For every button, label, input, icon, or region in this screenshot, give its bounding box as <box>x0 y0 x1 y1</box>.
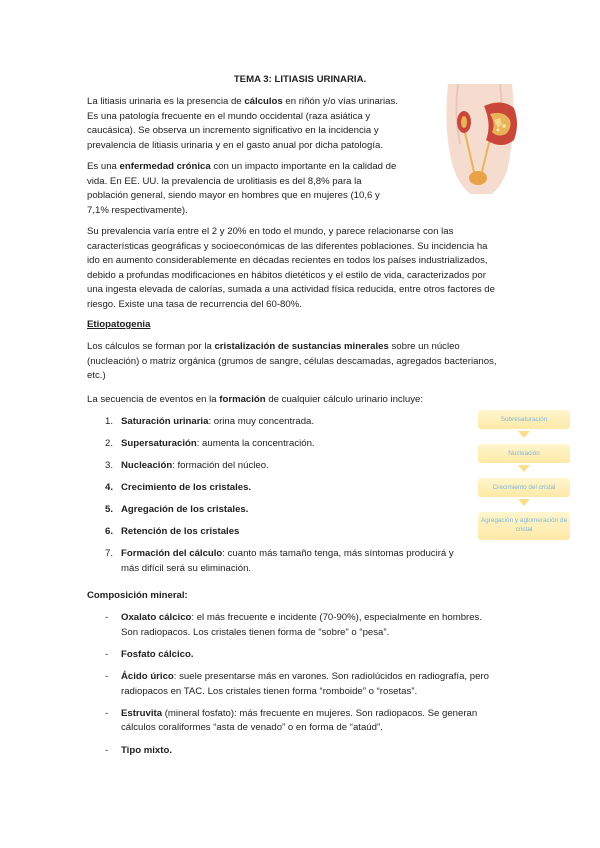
text-span: Son radiopacos. Los cristales tienen forma de “sobre” o “pesa”. <box>121 626 390 638</box>
text-span: La litiasis urinaria es la presencia de <box>87 96 245 107</box>
text-span: Es una <box>87 161 120 172</box>
bold-term: Agregación de los cristales. <box>121 503 249 515</box>
text-span: : cuanto más tamaño tenga, más síntomas producirá y <box>222 547 454 559</box>
list-item <box>87 503 517 518</box>
intro-paragraph-1 <box>87 95 427 153</box>
text-span: radiopacos en TAC. Los cristales tienen forma “romboide” o “rosetas”. <box>121 685 418 697</box>
list-number: 6. <box>105 525 114 537</box>
text-span: La secuencia de eventos en la <box>87 394 220 405</box>
text-span: sobre un núcleo <box>388 341 460 352</box>
list-dash: - <box>105 744 109 756</box>
text-span: con un impacto importante en la calidad de <box>210 161 397 172</box>
text-span: (mineral fosfato): más frecuente en mujeres. Son radiopacos. Se generan <box>162 707 478 719</box>
list-item <box>87 415 517 430</box>
flow-box: Nucleación <box>478 444 570 463</box>
list-item <box>87 459 517 474</box>
bold-term: Fosfato cálcico. <box>121 648 194 660</box>
text-span: : suele presentarse más en varones. Son radiolúcidos en radiografía, pero <box>173 670 489 682</box>
list-number: 3. <box>105 459 114 471</box>
list-dash: - <box>105 612 109 623</box>
bold-term: cálculos <box>244 96 283 107</box>
text-span: : formación del núcleo. <box>172 459 269 471</box>
section-heading-composicion: Composición mineral: <box>87 590 188 601</box>
bold-term: Tipo mixto. <box>121 744 172 756</box>
text-line: etc.) <box>87 370 106 382</box>
bold-term: Retención de los cristales <box>121 525 240 537</box>
arrow-down-icon <box>518 431 530 438</box>
list-item <box>87 648 527 663</box>
bold-term: enfermedad crónica <box>119 161 211 172</box>
bold-term: Nucleación <box>121 459 173 471</box>
text-line: Su prevalencia varía entre el 2 y 20% en todo el mundo, y parece relacionarse con las <box>87 226 454 237</box>
mineral-composition-list <box>87 611 527 766</box>
text-line: caucásica). Se observa un incremento significativo en la incidencia y <box>87 125 379 137</box>
bold-term: Ácido úrico <box>121 670 174 682</box>
formation-steps-list <box>87 415 517 583</box>
text-span: Los cálculos se forman por la <box>87 341 215 352</box>
text-span: de cualquier cálculo urinario incluye: <box>265 394 423 405</box>
list-dash: - <box>105 707 109 719</box>
list-item <box>87 707 527 736</box>
bold-term: cristalización de sustancias minerales <box>214 341 389 352</box>
text-span: cálculos coraliformes “asta de venado” o en forma de “ataúd”. <box>121 722 383 734</box>
text-line: características geográficas y socioeconómicas de las diferentes poblaciones. Su incidencia ha <box>87 240 488 252</box>
flow-box: Sobresaturación <box>478 410 570 429</box>
list-item <box>87 547 517 576</box>
bold-term: Oxalato cálcico <box>121 612 192 623</box>
bold-term: Formación del cálculo <box>121 547 223 559</box>
text-span: : aumenta la concentración. <box>196 437 315 449</box>
text-span: en riñón y/o vías urinarias. <box>282 96 398 107</box>
list-number: 2. <box>105 437 114 449</box>
text-line: población general, siendo mayor en hombres que en mujeres (10,6 y <box>87 190 380 202</box>
list-number: 1. <box>105 416 114 427</box>
list-item <box>87 525 517 540</box>
text-line: debido a profundas modificaciones en hábitos dietéticos y el estilo de vida, caracterizados por <box>87 269 486 281</box>
list-number: 5. <box>105 503 114 515</box>
text-line: una ingesta elevada de calorías, sumada a una actividad física reducida, entre otros factores de <box>87 284 495 296</box>
arrow-down-icon <box>518 499 530 506</box>
arrow-down-icon <box>518 465 530 472</box>
bold-term: Saturación urinaria <box>121 416 209 427</box>
bold-term: formación <box>219 394 266 405</box>
text-span: : orina muy concentrada. <box>208 416 315 427</box>
etiopatogenia-paragraph-2 <box>87 393 527 408</box>
list-item <box>87 670 527 699</box>
text-line: ido en aumento considerablemente en décadas recientes en todos los países industrializados, <box>87 255 488 267</box>
flow-box: Agregación y aglomeración de cristal <box>478 512 570 540</box>
list-item <box>87 611 527 640</box>
urinary-tract-illustration <box>440 84 518 196</box>
text-line: 7,1% respectivamente). <box>87 204 188 216</box>
list-item <box>87 481 517 496</box>
intro-paragraph-3 <box>87 225 527 313</box>
list-item <box>87 744 527 759</box>
section-heading-etiopatogenia: Etiopatogenia <box>87 319 151 330</box>
list-dash: - <box>105 670 109 682</box>
text-span: : el más frecuente e incidente (70-90%), especialmente en hombres. <box>191 612 483 623</box>
bold-term: Supersaturación <box>121 437 197 449</box>
bold-term: Crecimiento de los cristales. <box>121 481 252 493</box>
text-line: prevalencia de litiasis urinaria y en el gasto anual por dicha patología. <box>87 139 383 151</box>
text-span: más difícil será su eliminación. <box>121 562 252 574</box>
list-dash: - <box>105 648 109 660</box>
kidney-icon <box>440 84 518 196</box>
page-title: TEMA 3: LITIASIS URINARIA. <box>233 74 367 85</box>
text-line: (nucleación) o matriz orgánica (grumos de sangre, células descamadas, agregados bacterianos, <box>87 355 497 367</box>
bold-term: Estruvita <box>121 707 163 719</box>
text-line: vida. En EE. UU. la prevalencia de urolitiasis es del 8,8% para la <box>87 175 362 187</box>
etiopatogenia-paragraph-1 <box>87 340 527 384</box>
list-item <box>87 437 517 452</box>
flow-box: Crecimiento del cristal <box>478 478 570 497</box>
list-number: 4. <box>105 481 114 493</box>
text-line: riesgo. Existe una tasa de recurrencia del 60-80%. <box>87 298 302 310</box>
text-line: Es una patología frecuente en el mundo occidental (raza asiática y <box>87 110 371 122</box>
crystal-formation-flowchart <box>478 410 570 550</box>
list-number: 7. <box>105 547 114 559</box>
intro-paragraph-2 <box>87 160 427 218</box>
